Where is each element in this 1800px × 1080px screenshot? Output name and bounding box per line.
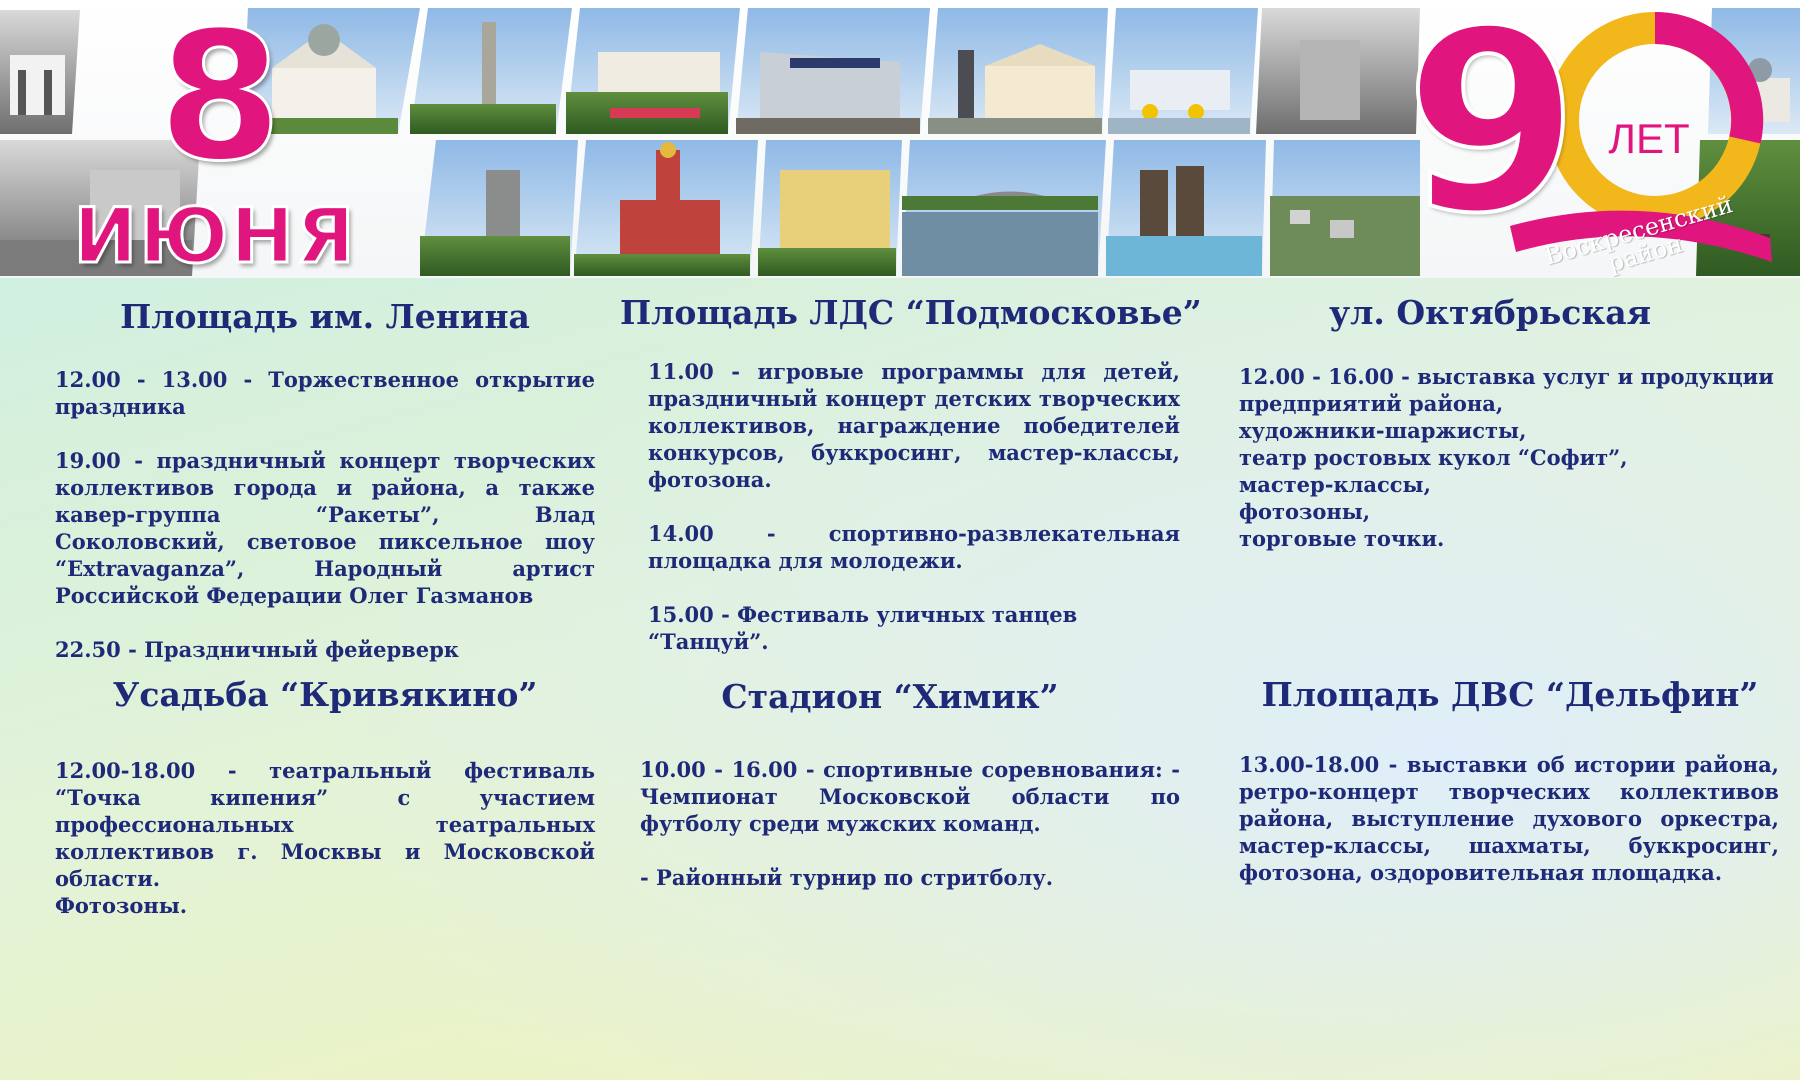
venue-title-delfin-square: Площадь ДВС “Дельфин”	[1261, 675, 1759, 714]
collage-photo-jubilee-cinema	[736, 8, 930, 134]
schedule-item: 13.00-18.00 - выставки об истории района, ретро-концерт творческих коллективов района, выступление духового оркестра, мастер-классы, шахматы, буккросинг, фотозона, оздоровительная площадка.	[1239, 752, 1779, 885]
anniversary-district-label: Воскресенский район	[1541, 190, 1736, 278]
collage-photo-yellow-estate	[758, 140, 902, 276]
venue-title-lds-podmoskovye: Площадь ЛДС “Подмосковье”	[620, 293, 1202, 332]
venue-schedule-delfin-square	[1239, 751, 1779, 886]
collage-photo-airfield	[1108, 8, 1258, 134]
venue-schedule-oktyabrskaya-street	[1239, 363, 1784, 552]
schedule-line: театр ростовых кукол “Софит”,	[1239, 445, 1628, 470]
anniversary-digit: 9	[1405, 0, 1579, 268]
collage-photo-park-building	[566, 8, 740, 134]
event-month: ИЮНЯ	[73, 191, 357, 278]
schedule-item: 10.00 - 16.00 - спортивные соревнования: - Чемпионат Московской области по футболу среди мужских команд.	[640, 757, 1180, 836]
collage-photo-bronze-statues	[1106, 140, 1266, 276]
collage-photo-lenin-monument	[928, 8, 1108, 134]
header-banner	[0, 0, 1800, 278]
venue-title-khimik-stadium: Стадион “Химик”	[721, 677, 1059, 716]
venue-schedule-lenin-square	[55, 366, 595, 663]
schedule-item: 15.00 - Фестиваль уличных танцев “Танцуй”.	[648, 602, 1078, 654]
anniversary-years-label: ЛЕТ	[1608, 115, 1690, 162]
event-day-number: 8	[158, 0, 282, 200]
schedule-item: 12.00-18.00 - театральный фестиваль “Точка кипения” с участием профессиональных театральных коллективов г. Москвы и Московской области.	[55, 758, 595, 891]
schedule-line: фотозоны,	[1239, 499, 1371, 524]
schedule-line: 12.00 - 16.00 - выставка услуг и продукции	[1239, 364, 1774, 389]
anniversary-logo	[1395, 0, 1795, 278]
schedule-item: - Районный турнир по стритболу.	[640, 865, 1054, 890]
collage-photo-archway-bw	[0, 10, 80, 134]
schedule-item: Фотозоны.	[55, 893, 188, 918]
collage-photo-river-bridge	[902, 140, 1106, 276]
venue-title-krivyakino-estate: Усадьба “Кривякино”	[112, 675, 538, 714]
venue-title-oktyabrskaya-street: ул. Октябрьская	[1329, 293, 1651, 332]
schedule-line: торговые точки.	[1239, 526, 1445, 551]
schedule-item: 19.00 - праздничный концерт творческих коллективов города и района, а также кавер-группа “Ракеты”, Влад Соколовский, световое пиксельное шоу “Extravaganza”, Народный артист Российской Федерации Олег Газманов	[55, 448, 595, 608]
collage-photo-memorial-obelisk	[410, 8, 572, 134]
schedule-line: предприятий района,	[1239, 391, 1504, 416]
venue-schedule-lds-podmoskovye	[648, 358, 1180, 655]
collage-photo-red-church	[574, 140, 758, 276]
schedule-item: 22.50 - Праздничный фейерверк	[55, 637, 459, 662]
schedule-line: мастер-классы,	[1239, 472, 1431, 497]
venue-title-lenin-square: Площадь им. Ленина	[120, 297, 530, 336]
venue-schedule-krivyakino-estate	[55, 757, 595, 919]
schedule-item: 11.00 - игровые программы для детей, праздничный концерт детских творческих коллективов, награждение победителей конкурсов, буккросинг, мастер-классы, фотозона.	[648, 359, 1180, 492]
schedule-item: 12.00 - 13.00 - Торжественное открытие праздника	[55, 367, 595, 419]
collage-photo-monument-statue	[420, 140, 578, 276]
venue-schedule-khimik-stadium	[640, 756, 1180, 891]
schedule-item: 14.00 - спортивно-развлекательная площадка для молодежи.	[648, 521, 1180, 573]
schedule-line: художники-шаржисты,	[1239, 418, 1527, 443]
